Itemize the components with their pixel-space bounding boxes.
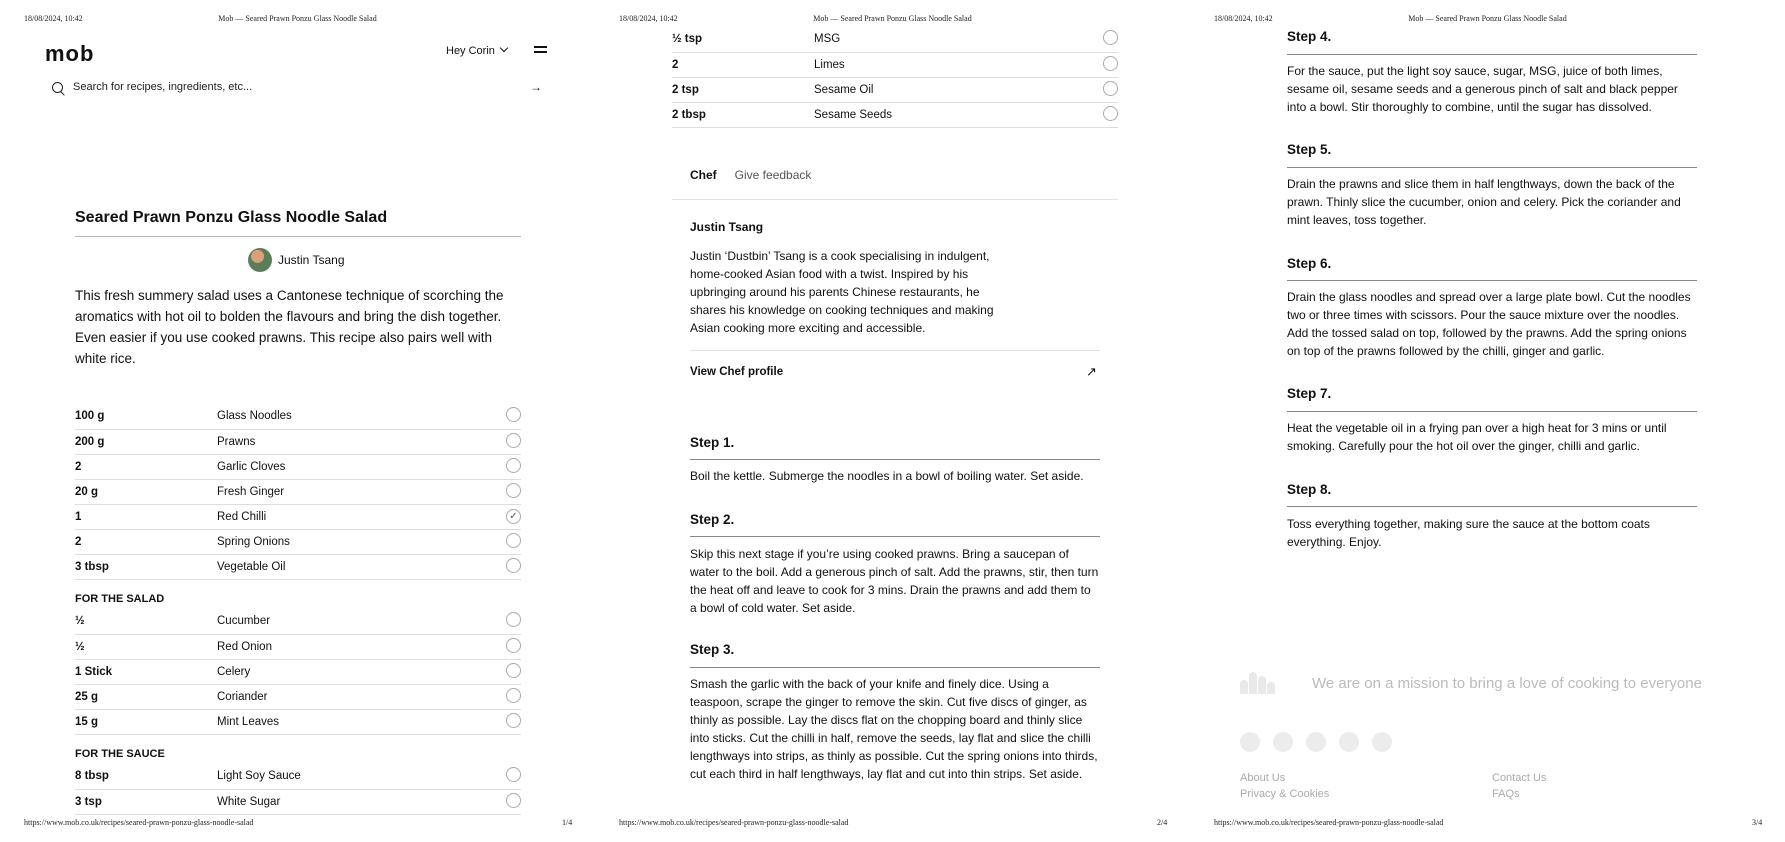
unchecked-circle-icon[interactable]: [506, 638, 521, 653]
ingredient-check-cell: [1096, 102, 1118, 127]
ingredient-name: Mint Leaves: [217, 709, 499, 734]
step-8-title: Step 8.: [1287, 482, 1332, 497]
unchecked-circle-icon[interactable]: [506, 407, 521, 422]
ingredient-quantity: 15 g: [75, 709, 217, 734]
ingredient-quantity: 100 g: [75, 404, 217, 429]
ingredient-row: [75, 504, 521, 529]
ingredient-check-cell: [499, 454, 521, 479]
ingredient-row: [672, 27, 1118, 52]
social-links: [1240, 732, 1392, 752]
ingredient-row: [75, 709, 521, 734]
ingredient-quantity: ½ tsp: [672, 27, 814, 52]
step-4-title: Step 4.: [1287, 29, 1332, 44]
chef-bio: Justin ‘Dustbin’ Tsang is a cook specialising in indulgent, home-cooked Asian food with a twist. Inspired by his upbringing around his parents Chinese restaurants, he shares his knowledge on cooking techniques and making Asian cooking more exciting and accessible.: [690, 249, 994, 335]
tabs-divider: [672, 199, 1118, 200]
greeting-label: Hey Corin: [446, 45, 495, 57]
chef-name: Justin Tsang: [690, 220, 764, 234]
step-3-title: Step 3.: [690, 642, 735, 657]
ingredients-sauce-part2: [672, 27, 1118, 128]
ingredient-name: Garlic Cloves: [217, 454, 499, 479]
print-date: 18/08/2024, 10:42: [619, 14, 678, 23]
ingredients-sauce-part1: [75, 764, 521, 815]
ingredient-row: [75, 429, 521, 454]
unchecked-circle-icon[interactable]: [506, 483, 521, 498]
footer-link-faqs[interactable]: FAQs: [1492, 788, 1520, 800]
unchecked-circle-icon[interactable]: [1103, 30, 1118, 45]
ingredient-quantity: 3 tbsp: [75, 554, 217, 579]
ingredient-check-cell: [1096, 77, 1118, 102]
ingredient-name: Sesame Oil: [814, 77, 1096, 102]
ingredient-row: [75, 634, 521, 659]
print-page-1: [0, 0, 595, 842]
ingredient-check-cell: [499, 479, 521, 504]
ingredient-check-cell: [499, 764, 521, 789]
ingredient-name: Red Onion: [217, 634, 499, 659]
unchecked-circle-icon[interactable]: [506, 533, 521, 548]
tab-give-feedback[interactable]: Give feedback: [734, 168, 812, 182]
print-url: https://www.mob.co.uk/recipes/seared-prawn-ponzu-glass-noodle-salad: [1214, 818, 1444, 827]
chef-tabs: [690, 168, 811, 182]
instagram-icon[interactable]: [1273, 732, 1293, 752]
ingredients-salad: [75, 609, 521, 735]
ingredient-quantity: 1: [75, 504, 217, 529]
ingredient-name: Glass Noodles: [217, 404, 499, 429]
ingredient-name: Spring Onions: [217, 529, 499, 554]
ingredient-name: Red Chilli: [217, 504, 499, 529]
ingredient-quantity: 25 g: [75, 684, 217, 709]
ingredient-quantity: 2: [75, 454, 217, 479]
pinterest-icon[interactable]: [1372, 732, 1392, 752]
ingredients-main: [75, 404, 521, 580]
print-url: https://www.mob.co.uk/recipes/seared-prawn-ponzu-glass-noodle-salad: [24, 818, 254, 827]
unchecked-circle-icon[interactable]: [1103, 106, 1118, 121]
ingredient-check-cell: [499, 684, 521, 709]
ingredient-row: [75, 454, 521, 479]
footer-link-contact[interactable]: Contact Us: [1492, 772, 1547, 784]
chef-divider: [690, 350, 1100, 351]
unchecked-circle-icon[interactable]: [506, 663, 521, 678]
unchecked-circle-icon[interactable]: [1103, 56, 1118, 71]
salad-heading: FOR THE SALAD: [75, 593, 165, 605]
step-3-rule: [690, 667, 1100, 668]
unchecked-circle-icon[interactable]: [506, 612, 521, 627]
ingredient-quantity: 2: [672, 52, 814, 77]
step-6-title: Step 6.: [1287, 256, 1332, 271]
unchecked-circle-icon[interactable]: [506, 713, 521, 728]
ingredient-row: [75, 764, 521, 789]
step-1-rule: [690, 459, 1100, 460]
step-3-text: Smash the garlic with the back of your knife and finely dice. Using a teaspoon, scrape the ginger to remove the skin. Cut five discs of ginger, as thinly as possible. Lay the discs flat on the chopping board and thinly slice into sticks. Cut the chilli in half, remove the seeds, lay flat and slice the chilli lengthways into strips, as thinly as possible. Cut the spring onions into thirds, cut each third in half lengthways, lay flat and cut into thin strips. Set aside.: [690, 677, 1098, 781]
ingredient-check-cell: [499, 634, 521, 659]
unchecked-circle-icon[interactable]: [506, 458, 521, 473]
ingredient-row: [75, 529, 521, 554]
ingredient-row: [672, 52, 1118, 77]
ingredient-check-cell: [499, 404, 521, 429]
unchecked-circle-icon[interactable]: [506, 433, 521, 448]
print-date: 18/08/2024, 10:42: [24, 14, 83, 23]
step-5-text: Drain the prawns and slice them in half lengthways, down the back of the prawn. Thinly slice the cucumber, onion and celery. Pick the coriander and mint leaves, toss together.: [1287, 177, 1681, 227]
search-input[interactable]: [73, 81, 453, 93]
ingredient-quantity: 3 tsp: [75, 789, 217, 814]
ingredient-quantity: ½: [75, 634, 217, 659]
search-submit-arrow-icon[interactable]: →: [530, 80, 542, 94]
ingredient-row: [75, 659, 521, 684]
ingredient-name: Cucumber: [217, 609, 499, 634]
ingredient-name: Prawns: [217, 429, 499, 454]
ingredient-quantity: 2 tsp: [672, 77, 814, 102]
ingredient-row: [75, 404, 521, 429]
ingredient-row: [672, 77, 1118, 102]
footer-link-privacy[interactable]: Privacy & Cookies: [1240, 788, 1330, 800]
mob-logo[interactable]: mob: [45, 41, 95, 66]
step-4-rule: [1287, 54, 1697, 55]
ingredient-check-cell: [1096, 52, 1118, 77]
unchecked-circle-icon[interactable]: [506, 688, 521, 703]
ingredient-name: Vegetable Oil: [217, 554, 499, 579]
ingredient-row: [75, 479, 521, 504]
print-page-number: 2/4: [1157, 818, 1168, 827]
step-7-text: Heat the vegetable oil in a frying pan over a high heat for 3 mins or until smoking. Carefully pour the hot oil over the ginger, chilli and garlic.: [1287, 421, 1667, 453]
print-page-number: 1/4: [562, 818, 573, 827]
ingredient-quantity: 8 tbsp: [75, 764, 217, 789]
ingredient-check-cell: [499, 429, 521, 454]
mission-statement: We are on a mission to bring a love of cooking to everyone: [1312, 675, 1702, 692]
facebook-icon[interactable]: [1240, 732, 1260, 752]
tiktok-icon[interactable]: [1306, 732, 1326, 752]
ingredient-row: [75, 554, 521, 579]
step-6-rule: [1287, 280, 1697, 281]
ingredient-row: [672, 102, 1118, 127]
ingredient-check-cell: [499, 504, 521, 529]
ingredient-name: MSG: [814, 27, 1096, 52]
step-7-title: Step 7.: [1287, 386, 1332, 401]
ingredient-name: White Sugar: [217, 789, 499, 814]
step-1-text: Boil the kettle. Submerge the noodles in a bowl of boiling water. Set aside.: [690, 469, 1084, 483]
checked-circle-icon[interactable]: ✓: [506, 509, 521, 524]
step-6-text: Drain the glass noodles and spread over a large plate bowl. Cut the noodles two or three times with scissors. Pour the sauce mixture over the noodles. Add the tossed salad on top, followed by the prawns. Add the spring onions on top of the prawns followed by the chilli, ginger and garlic.: [1287, 290, 1691, 358]
ingredient-name: Light Soy Sauce: [217, 764, 499, 789]
chevron-down-icon: [500, 44, 508, 52]
hamburger-menu-icon[interactable]: [534, 46, 547, 55]
recipe-intro: This fresh summery salad uses a Cantonese technique of scorching the aromatics with hot oil to bolden the flavours and bring the dish together. Even easier if you use cooked prawns. This recipe also pairs well with white rice.: [75, 288, 504, 366]
print-doc-title: Mob — Seared Prawn Ponzu Glass Noodle Salad: [218, 14, 377, 23]
print-doc-title: Mob — Seared Prawn Ponzu Glass Noodle Salad: [1408, 14, 1567, 23]
tab-chef[interactable]: Chef: [690, 168, 717, 182]
ingredient-name: Fresh Ginger: [217, 479, 499, 504]
print-url: https://www.mob.co.uk/recipes/seared-prawn-ponzu-glass-noodle-salad: [619, 818, 849, 827]
ingredient-quantity: 20 g: [75, 479, 217, 504]
step-8-text: Toss everything together, making sure the sauce at the bottom coats everything. Enjoy.: [1287, 517, 1650, 549]
ingredient-check-cell: [499, 529, 521, 554]
ingredient-name: Coriander: [217, 684, 499, 709]
unchecked-circle-icon[interactable]: [1103, 81, 1118, 96]
step-2-text: Skip this next stage if you’re using cooked prawns. Bring a saucepan of water to the boil. Add a generous pinch of salt. Add the prawns, stir, then turn the heat off and leave to cook for 3 mins. Drain the prawns and add them to a bowl of cold water. Set aside.: [690, 547, 1099, 615]
title-divider: [75, 236, 521, 237]
youtube-icon[interactable]: [1339, 732, 1359, 752]
ingredient-row: [75, 609, 521, 634]
account-menu[interactable]: [446, 45, 507, 57]
step-7-rule: [1287, 411, 1697, 412]
ingredient-name: Sesame Seeds: [814, 102, 1096, 127]
unchecked-circle-icon[interactable]: [506, 793, 521, 808]
ingredient-check-cell: [499, 659, 521, 684]
print-doc-title: Mob — Seared Prawn Ponzu Glass Noodle Salad: [813, 14, 972, 23]
unchecked-circle-icon[interactable]: [506, 767, 521, 782]
ingredient-check-cell: [499, 609, 521, 634]
sauce-heading: FOR THE SAUCE: [75, 748, 165, 760]
mob-footer-logo: [1240, 672, 1274, 694]
ingredient-check-cell: [499, 789, 521, 814]
ingredient-quantity: 2: [75, 529, 217, 554]
ingredient-check-cell: [499, 709, 521, 734]
step-2-rule: [690, 536, 1100, 537]
footer-link-about[interactable]: About Us: [1240, 772, 1286, 784]
ingredient-quantity: 1 Stick: [75, 659, 217, 684]
ingredient-row: [75, 684, 521, 709]
ingredient-quantity: 200 g: [75, 429, 217, 454]
ingredient-name: Limes: [814, 52, 1096, 77]
ingredient-check-cell: [499, 554, 521, 579]
step-4-text: For the sauce, put the light soy sauce, sugar, MSG, juice of both limes, sesame oil, sesame seeds and a generous pinch of salt and black pepper into a bowl. Stir thoroughly to combine, until the sugar has dissolved.: [1287, 64, 1678, 114]
step-5-rule: [1287, 167, 1697, 168]
search-icon: [52, 82, 63, 93]
ingredient-quantity: 2 tbsp: [672, 102, 814, 127]
step-8-rule: [1287, 506, 1697, 507]
author-name: Justin Tsang: [278, 253, 345, 267]
author-avatar: [248, 248, 272, 272]
step-2-title: Step 2.: [690, 512, 735, 527]
ingredient-name: Celery: [217, 659, 499, 684]
view-chef-profile-link[interactable]: View Chef profile: [690, 366, 784, 378]
print-page-number: 3/4: [1752, 818, 1763, 827]
step-5-title: Step 5.: [1287, 142, 1332, 157]
ingredient-check-cell: [1096, 27, 1118, 52]
ingredient-row: [75, 789, 521, 814]
recipe-author[interactable]: [248, 248, 345, 272]
ingredient-quantity: ½: [75, 609, 217, 634]
recipe-title: Seared Prawn Ponzu Glass Noodle Salad: [75, 209, 388, 226]
step-1-title: Step 1.: [690, 435, 735, 450]
external-link-arrow-icon[interactable]: ↗: [1086, 364, 1097, 379]
print-date: 18/08/2024, 10:42: [1214, 14, 1273, 23]
unchecked-circle-icon[interactable]: [506, 558, 521, 573]
